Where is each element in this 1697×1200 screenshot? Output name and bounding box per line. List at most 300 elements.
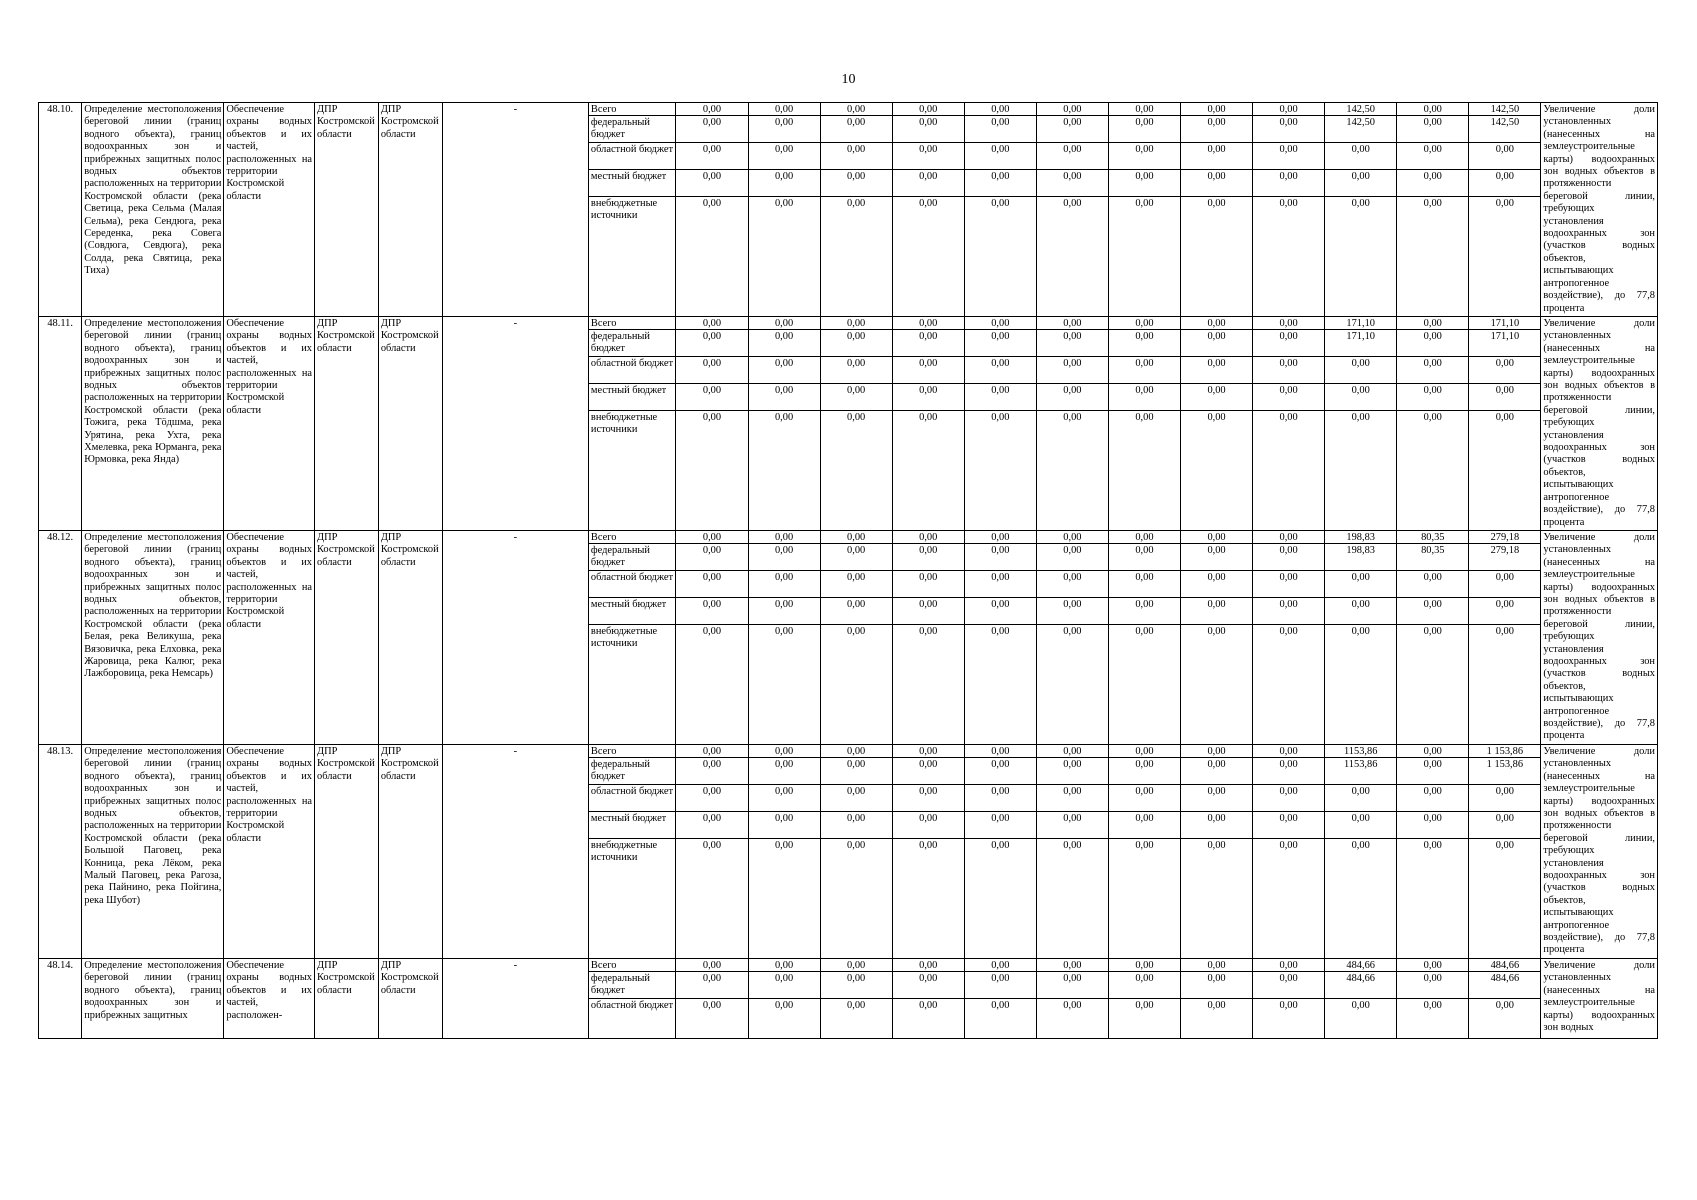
funding-value: 0,00 — [1181, 103, 1252, 116]
funding-value: 0,00 — [1207, 999, 1226, 1011]
funding-value: 0,00 — [821, 170, 892, 197]
funding-value: 0,00 — [1181, 972, 1252, 999]
funding-source-label: областной бюджет — [589, 143, 676, 170]
funding-value: 0,00 — [676, 531, 747, 544]
funding-source-label: Всего — [589, 959, 676, 972]
value-cell — [1108, 530, 1180, 744]
funding-value: 0,00 — [821, 116, 892, 143]
funding-value: 0,00 — [749, 571, 820, 598]
funding-value: 0,00 — [919, 839, 938, 851]
funding-value: 0,00 — [1037, 544, 1108, 571]
funding-value: 0,00 — [1325, 598, 1396, 625]
funding-value: 0,00 — [965, 384, 1036, 411]
funding-value: 0,00 — [749, 317, 820, 330]
funding-value: 0,00 — [749, 598, 820, 625]
funding-value: 198,83 — [1325, 531, 1396, 544]
funding-source-label: Всего — [589, 745, 676, 758]
funding-value: 0,00 — [1279, 999, 1298, 1011]
funding-value: 0,00 — [749, 531, 820, 544]
funding-value: 0,00 — [893, 116, 964, 143]
funding-source-label: Всего — [589, 531, 676, 544]
funding-value: 0,00 — [1253, 959, 1324, 972]
funding-value: 0,00 — [1037, 531, 1108, 544]
funding-value: 0,00 — [893, 143, 964, 170]
funding-value: 0,00 — [965, 330, 1036, 357]
funding-value: 0,00 — [1109, 972, 1180, 999]
funding-value: 0,00 — [893, 972, 964, 999]
funding-value: 0,00 — [965, 972, 1036, 999]
funding-source-label: областной бюджет — [590, 999, 674, 1011]
value-cell — [1325, 317, 1397, 531]
funding-value: 0,00 — [1181, 384, 1252, 411]
funding-value: 0,00 — [1495, 999, 1514, 1011]
funding-source-label: федеральный бюджет — [589, 544, 676, 571]
dash-cell: - — [442, 744, 588, 958]
funding-value: 0,00 — [965, 785, 1036, 812]
value-cell — [820, 744, 892, 958]
funding-value: 0,00 — [1397, 116, 1468, 143]
funding-value: 0,00 — [1109, 598, 1180, 625]
funding-value: 0,00 — [1037, 357, 1108, 384]
funding-value: 0,00 — [965, 170, 1036, 197]
funding-value: 0,00 — [1253, 598, 1324, 625]
funding-value: 0,00 — [1325, 384, 1396, 411]
funding-value: 0,00 — [821, 571, 892, 598]
funding-value: 0,00 — [1207, 412, 1226, 423]
funding-value: 0,00 — [1325, 812, 1396, 839]
funding-value: 0,00 — [1253, 571, 1324, 598]
expected-result: Увеличение доли установленных (нанесенных на землеустроительные карты) водоохранных зон водных объектов в протяженности береговой линии, требующих установления водоохранных зон (участков водных объектов, испытывающих антропогенное воздействие), до 77,8 процента — [1541, 317, 1658, 531]
funding-source-label: местный бюджет — [589, 384, 676, 411]
funding-value: 0,00 — [919, 412, 938, 423]
funding-value: 0,00 — [1253, 785, 1324, 812]
funding-value: 0,00 — [847, 839, 866, 851]
funding-value: 0,00 — [893, 598, 964, 625]
funding-value: 0,00 — [749, 544, 820, 571]
funding-value: 0,00 — [1037, 758, 1108, 785]
value-cell — [1108, 317, 1180, 531]
funding-value: 0,00 — [821, 785, 892, 812]
funding-value: 0,00 — [1495, 625, 1514, 637]
funding-value: 0,00 — [676, 143, 747, 170]
funding-value: 0,00 — [774, 198, 794, 209]
funding-value: 0,00 — [965, 544, 1036, 571]
funding-value: 0,00 — [749, 758, 820, 785]
funding-value: 0,00 — [1253, 170, 1324, 197]
value-cell — [1181, 103, 1253, 317]
value-cell — [748, 103, 820, 317]
funding-value: 0,00 — [676, 758, 747, 785]
coexecutor-cell: ДПР Костромской области — [378, 530, 442, 744]
funding-value: 0,00 — [821, 598, 892, 625]
funding-value: 0,00 — [1109, 103, 1180, 116]
funding-value: 0,00 — [1397, 357, 1468, 384]
funding-source-cell — [588, 317, 676, 531]
funding-value: 0,00 — [1279, 625, 1298, 637]
funding-value: 0,00 — [1109, 785, 1180, 812]
funding-value: 0,00 — [1351, 999, 1370, 1011]
coexecutor-cell: ДПР Костромской области — [378, 317, 442, 531]
funding-value: 0,00 — [1181, 170, 1252, 197]
funding-source-label: внебюджетные источники — [590, 412, 658, 436]
funding-value: 0,00 — [1109, 544, 1180, 571]
funding-value: 0,00 — [702, 625, 722, 637]
funding-value: 0,00 — [1207, 839, 1226, 851]
funding-value: 0,00 — [1351, 198, 1370, 209]
funding-value: 0,00 — [965, 103, 1036, 116]
dash-cell: - — [442, 958, 588, 1038]
funding-value: 0,00 — [965, 317, 1036, 330]
funding-value: 0,00 — [1253, 330, 1324, 357]
funding-value: 0,00 — [749, 972, 820, 999]
funding-source-cell — [588, 103, 676, 317]
funding-source-label: областной бюджет — [589, 571, 676, 598]
value-cell — [1253, 958, 1325, 1038]
funding-value: 0,00 — [749, 143, 820, 170]
funding-value: 484,66 — [1325, 959, 1396, 972]
funding-value: 0,00 — [749, 812, 820, 839]
value-cell — [820, 103, 892, 317]
dash-cell: - — [442, 317, 588, 531]
funding-value: 0,00 — [893, 812, 964, 839]
funding-value: 0,00 — [1397, 170, 1468, 197]
funding-source-label: федеральный бюджет — [589, 972, 676, 999]
value-cell — [1181, 958, 1253, 1038]
funding-value: 0,00 — [1109, 812, 1180, 839]
expected-result: Увеличение доли установленных (нанесенных на землеустроительные карты) водоохранных зон водных объектов в протяженности береговой линии, требующих установления водоохранных зон (участков водных объектов, испытывающих антропогенное воздействие), до 77,8 процента — [1541, 744, 1658, 958]
value-cell — [892, 103, 964, 317]
funding-value: 0,00 — [749, 170, 820, 197]
funding-value: 0,00 — [676, 357, 747, 384]
funding-value: 0,00 — [991, 999, 1010, 1011]
funding-value: 0,00 — [1037, 972, 1108, 999]
funding-value: 484,66 — [1469, 972, 1540, 999]
funding-value: 0,00 — [1469, 143, 1540, 170]
funding-value: 0,00 — [1037, 812, 1108, 839]
funding-value: 0,00 — [1207, 198, 1226, 209]
event-description: Определение местоположения береговой линии (границ водного объекта), границ водоохранных зон и прибрежных защитных полос водных объектов, расположенных на территории Костромской области (река Большой Паговец, река Конница, река Лёком, река Малый Паговец, река Рагоза, река Пайнино, река Пойгина, река Шубот) — [82, 744, 224, 958]
value-cell — [964, 958, 1036, 1038]
funding-value: 0,00 — [1397, 598, 1468, 625]
funding-value: 0,00 — [676, 330, 747, 357]
value-cell — [964, 317, 1036, 531]
funding-value: 0,00 — [1135, 412, 1154, 423]
table-body — [39, 103, 1658, 1039]
executor-cell: ДПР Костромской области — [315, 958, 379, 1038]
funding-value: 0,00 — [1063, 999, 1082, 1011]
funding-value: 142,50 — [1325, 103, 1396, 116]
funding-value: 0,00 — [1181, 357, 1252, 384]
funding-value: 0,00 — [1109, 384, 1180, 411]
funding-value: 0,00 — [1397, 103, 1468, 116]
funding-value: 0,00 — [676, 812, 747, 839]
value-cell — [1036, 317, 1108, 531]
funding-value: 0,00 — [1423, 412, 1442, 423]
value-cell — [748, 744, 820, 958]
funding-value: 0,00 — [893, 544, 964, 571]
value-cell — [1181, 530, 1253, 744]
funding-value: 0,00 — [676, 103, 747, 116]
funding-value: 0,00 — [1109, 531, 1180, 544]
value-cell — [676, 744, 748, 958]
funding-value: 279,18 — [1469, 544, 1540, 571]
funding-value: 0,00 — [821, 330, 892, 357]
funding-value: 0,00 — [1397, 812, 1468, 839]
funding-source-label: областной бюджет — [589, 357, 676, 384]
funding-value: 0,00 — [821, 812, 892, 839]
funding-value: 0,00 — [676, 745, 747, 758]
table-row — [39, 958, 1658, 1038]
funding-value: 0,00 — [1253, 531, 1324, 544]
funding-value: 0,00 — [1253, 812, 1324, 839]
funding-value: 0,00 — [1253, 972, 1324, 999]
coexecutor-cell: ДПР Костромской области — [378, 958, 442, 1038]
funding-value: 0,00 — [1423, 839, 1442, 851]
value-cell — [820, 317, 892, 531]
funding-value: 279,18 — [1469, 531, 1540, 544]
funding-value: 0,00 — [1253, 143, 1324, 170]
funding-value: 0,00 — [1253, 357, 1324, 384]
funding-value: 0,00 — [965, 959, 1036, 972]
dash-cell: - — [442, 530, 588, 744]
funding-value: 0,00 — [676, 598, 747, 625]
value-cell — [964, 744, 1036, 958]
funding-value: 0,00 — [676, 959, 747, 972]
funding-value: 0,00 — [774, 625, 794, 637]
value-cell — [1397, 958, 1469, 1038]
value-cell — [892, 958, 964, 1038]
funding-value: 484,66 — [1325, 972, 1396, 999]
funding-value: 0,00 — [991, 412, 1010, 423]
funding-value: 0,00 — [1397, 785, 1468, 812]
funding-value: 0,00 — [821, 758, 892, 785]
funding-value: 0,00 — [1109, 758, 1180, 785]
task-description: Обеспечение охраны водных объектов и их частей, расположенных на территории Костромской области — [224, 744, 315, 958]
funding-value: 0,00 — [991, 198, 1010, 209]
funding-value: 0,00 — [893, 959, 964, 972]
funding-value: 0,00 — [1469, 170, 1540, 197]
funding-value: 171,10 — [1325, 330, 1396, 357]
funding-value: 0,00 — [1325, 571, 1396, 598]
funding-value: 0,00 — [893, 745, 964, 758]
funding-value: 0,00 — [1181, 143, 1252, 170]
funding-value: 0,00 — [676, 972, 747, 999]
funding-value: 0,00 — [676, 170, 747, 197]
funding-value: 0,00 — [676, 116, 747, 143]
funding-value: 0,00 — [1037, 317, 1108, 330]
funding-source-label: федеральный бюджет — [589, 330, 676, 357]
value-cell — [1469, 103, 1541, 317]
funding-value: 0,00 — [1423, 999, 1442, 1011]
funding-value: 0,00 — [702, 412, 722, 423]
funding-value: 80,35 — [1397, 531, 1468, 544]
funding-value: 0,00 — [1279, 412, 1298, 423]
funding-value: 0,00 — [749, 384, 820, 411]
funding-value: 0,00 — [1181, 317, 1252, 330]
row-number: 48.14. — [39, 958, 82, 1038]
funding-value: 0,00 — [1253, 745, 1324, 758]
funding-value: 0,00 — [821, 384, 892, 411]
funding-value: 0,00 — [893, 357, 964, 384]
funding-value: 1 153,86 — [1469, 758, 1540, 785]
funding-value: 171,10 — [1469, 330, 1540, 357]
funding-value: 0,00 — [676, 317, 747, 330]
funding-value: 0,00 — [1397, 317, 1468, 330]
funding-value: 0,00 — [1253, 544, 1324, 571]
funding-source-label: местный бюджет — [589, 812, 676, 839]
funding-value: 0,00 — [821, 531, 892, 544]
funding-value: 0,00 — [1469, 571, 1540, 598]
value-cell — [964, 530, 1036, 744]
funding-value: 0,00 — [1279, 198, 1298, 209]
funding-value: 0,00 — [1279, 839, 1298, 851]
funding-value: 0,00 — [1397, 972, 1468, 999]
funding-source-label: федеральный бюджет — [589, 116, 676, 143]
funding-value: 0,00 — [1325, 785, 1396, 812]
funding-source-label: внебюджетные источники — [590, 625, 658, 650]
value-cell — [1036, 103, 1108, 317]
expected-result: Увеличение доли установленных (нанесенных на землеустроительные карты) водоохранных зон водных объектов в протяженности береговой линии, требующих установления водоохранных зон (участков водных объектов, испытывающих антропогенное воздействие), до 77,8 процента — [1541, 530, 1658, 744]
row-number: 48.10. — [39, 103, 82, 317]
funding-value: 142,50 — [1469, 103, 1540, 116]
coexecutor-cell: ДПР Костромской области — [378, 103, 442, 317]
value-cell — [1469, 530, 1541, 744]
funding-value: 0,00 — [1135, 839, 1154, 851]
value-cell — [676, 103, 748, 317]
funding-value: 0,00 — [676, 785, 747, 812]
funding-value: 0,00 — [1037, 330, 1108, 357]
funding-value: 0,00 — [1181, 116, 1252, 143]
funding-value: 0,00 — [893, 317, 964, 330]
value-cell — [892, 317, 964, 531]
funding-value: 0,00 — [1397, 571, 1468, 598]
funding-value: 0,00 — [1181, 959, 1252, 972]
funding-value: 0,00 — [965, 812, 1036, 839]
value-cell — [748, 958, 820, 1038]
table-row — [39, 103, 1658, 317]
executor-cell: ДПР Костромской области — [315, 103, 379, 317]
funding-value: 0,00 — [1181, 544, 1252, 571]
funding-value: 0,00 — [1207, 625, 1226, 637]
funding-value: 0,00 — [821, 745, 892, 758]
funding-value: 0,00 — [1253, 317, 1324, 330]
task-description: Обеспечение охраны водных объектов и их частей, расположенных на территории Костромской области — [224, 103, 315, 317]
funding-value: 171,10 — [1325, 317, 1396, 330]
funding-value: 0,00 — [1181, 758, 1252, 785]
value-cell — [1325, 103, 1397, 317]
funding-value: 0,00 — [965, 745, 1036, 758]
funding-value: 0,00 — [1495, 198, 1514, 209]
funding-value: 0,00 — [749, 745, 820, 758]
funding-value: 0,00 — [702, 839, 722, 851]
funding-value: 0,00 — [965, 116, 1036, 143]
funding-value: 0,00 — [1495, 839, 1514, 851]
funding-source-label: местный бюджет — [589, 170, 676, 197]
funding-source-cell — [588, 530, 676, 744]
funding-value: 0,00 — [749, 357, 820, 384]
funding-value: 0,00 — [1135, 999, 1154, 1011]
funding-value: 1153,86 — [1325, 758, 1396, 785]
funding-value: 0,00 — [1037, 598, 1108, 625]
funding-value: 0,00 — [1135, 198, 1154, 209]
funding-value: 0,00 — [1253, 758, 1324, 785]
funding-value: 0,00 — [1037, 785, 1108, 812]
value-cell — [1036, 530, 1108, 744]
funding-value: 0,00 — [749, 103, 820, 116]
funding-value: 0,00 — [1181, 745, 1252, 758]
funding-value: 0,00 — [1181, 785, 1252, 812]
funding-value: 0,00 — [1397, 959, 1468, 972]
funding-value: 0,00 — [1397, 330, 1468, 357]
funding-value: 0,00 — [1253, 384, 1324, 411]
value-cell — [676, 530, 748, 744]
row-number: 48.11. — [39, 317, 82, 531]
funding-value: 0,00 — [893, 330, 964, 357]
funding-value: 0,00 — [991, 839, 1010, 851]
executor-cell: ДПР Костромской области — [315, 530, 379, 744]
event-description: Определение местоположения береговой линии (границ водного объекта), границ водоохранных зон и прибрежных защитных полос водных объектов, расположенных на территории Костромской области (река Белая, река Великуша, река Вязовичка, река Елховка, река Жаровица, река Калюг, река Лажборовица, река Немсарь) — [82, 530, 224, 744]
funding-value: 0,00 — [1181, 812, 1252, 839]
funding-value: 0,00 — [1469, 785, 1540, 812]
coexecutor-cell: ДПР Костромской области — [378, 744, 442, 958]
funding-value: 0,00 — [965, 758, 1036, 785]
table-row — [39, 317, 1658, 531]
funding-value: 0,00 — [893, 384, 964, 411]
funding-source-cell — [588, 958, 676, 1038]
funding-value: 0,00 — [893, 758, 964, 785]
funding-value: 0,00 — [1397, 758, 1468, 785]
funding-value: 0,00 — [965, 357, 1036, 384]
funding-value: 0,00 — [919, 198, 938, 209]
funding-value: 484,66 — [1469, 959, 1540, 972]
value-cell — [1397, 317, 1469, 531]
row-number: 48.13. — [39, 744, 82, 958]
value-cell — [1397, 103, 1469, 317]
task-description: Обеспечение охраны водных объектов и их частей, расположен- — [224, 958, 315, 1038]
value-cell — [1325, 744, 1397, 958]
funding-source-label: федеральный бюджет — [589, 758, 676, 785]
funding-value: 0,00 — [847, 999, 866, 1011]
value-cell — [820, 958, 892, 1038]
funding-value: 0,00 — [1037, 143, 1108, 170]
funding-value: 0,00 — [1469, 812, 1540, 839]
value-cell — [748, 530, 820, 744]
program-table-wrapper — [38, 102, 1658, 1039]
event-description: Определение местоположения береговой линии (границ водного объекта), границ водоохранных зон и прибрежных защитных полос водных объектов расположенных на территории Костромской области (река Тожига, река Тöдшма, река Урятина, река Ухта, река Хмелевка, река Юрманга, река Юрмовка, река Янда) — [82, 317, 224, 531]
funding-value: 0,00 — [749, 785, 820, 812]
value-cell — [676, 958, 748, 1038]
funding-value: 0,00 — [821, 959, 892, 972]
funding-value: 0,00 — [1063, 839, 1082, 851]
funding-value: 0,00 — [965, 598, 1036, 625]
funding-value: 80,35 — [1397, 544, 1468, 571]
funding-value: 0,00 — [702, 198, 722, 209]
funding-value: 0,00 — [774, 999, 794, 1011]
value-cell — [1036, 958, 1108, 1038]
funding-value: 0,00 — [1109, 959, 1180, 972]
funding-source-label: Всего — [589, 317, 676, 330]
funding-value: 0,00 — [1063, 412, 1082, 423]
value-cell — [892, 530, 964, 744]
funding-value: 0,00 — [991, 625, 1010, 637]
value-cell — [1397, 530, 1469, 744]
table-row — [39, 530, 1658, 744]
funding-value: 0,00 — [1037, 103, 1108, 116]
value-cell — [1253, 317, 1325, 531]
funding-value: 0,00 — [1181, 330, 1252, 357]
funding-value: 0,00 — [1037, 571, 1108, 598]
value-cell — [1108, 103, 1180, 317]
